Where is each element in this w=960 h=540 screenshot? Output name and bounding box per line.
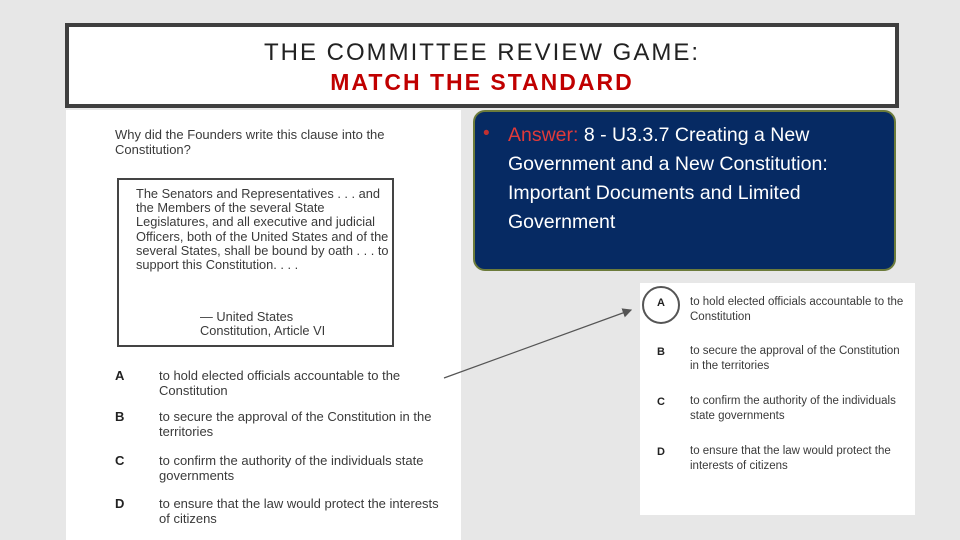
choice-letter-b: B [115, 409, 125, 424]
answer-label: Answer: [508, 124, 579, 146]
option-letter-a: A [657, 297, 665, 309]
option-text-d: to ensure that the law would protect the interests of citizens [690, 445, 891, 472]
choice-text-d: to ensure that the law would protect the interests of citizens [159, 496, 439, 526]
choice-letter-d: D [115, 496, 125, 511]
slide-title: THE COMMITTEE REVIEW GAME: [263, 39, 700, 66]
choice-text-b: to secure the approval of the Constitution in the territories [159, 409, 432, 439]
option-text-c: to confirm the authority of the individuals state governments [690, 395, 896, 422]
quote-text: The Senators and Representatives . . . and the Members of the several State Legislatures, and all executive and judicial Officers, both of the United States and of the several States, shall be bound by oath . . . to support this Constitution. . . . [136, 186, 389, 273]
choice-text-c: to confirm the authority of the individuals state governments [159, 453, 424, 483]
quote-source-line2: Constitution, Article VI [200, 323, 326, 339]
question-prompt: Why did the Founders write this clause into the Constitution? [115, 127, 385, 157]
answer-bullet: • [483, 123, 490, 144]
option-letter-b: B [657, 346, 665, 358]
choice-letter-a: A [115, 368, 125, 383]
option-text-b: to secure the approval of the Constitution in the territories [690, 345, 900, 372]
answer-standard: 8 - U3.3.7 Creating a New Government and a New Constitution: Important Documents and Limited Government [508, 124, 828, 233]
option-text-a: to hold elected officials accountable to the Constitution [690, 296, 904, 323]
choice-letter-c: C [115, 453, 125, 468]
slide-subtitle: MATCH THE STANDARD [330, 69, 634, 95]
choice-text-a: to hold elected officials accountable to the Constitution [159, 368, 401, 398]
quote-source-line1: — United States [200, 309, 294, 324]
option-letter-d: D [657, 446, 665, 458]
option-letter-c: C [657, 396, 665, 408]
